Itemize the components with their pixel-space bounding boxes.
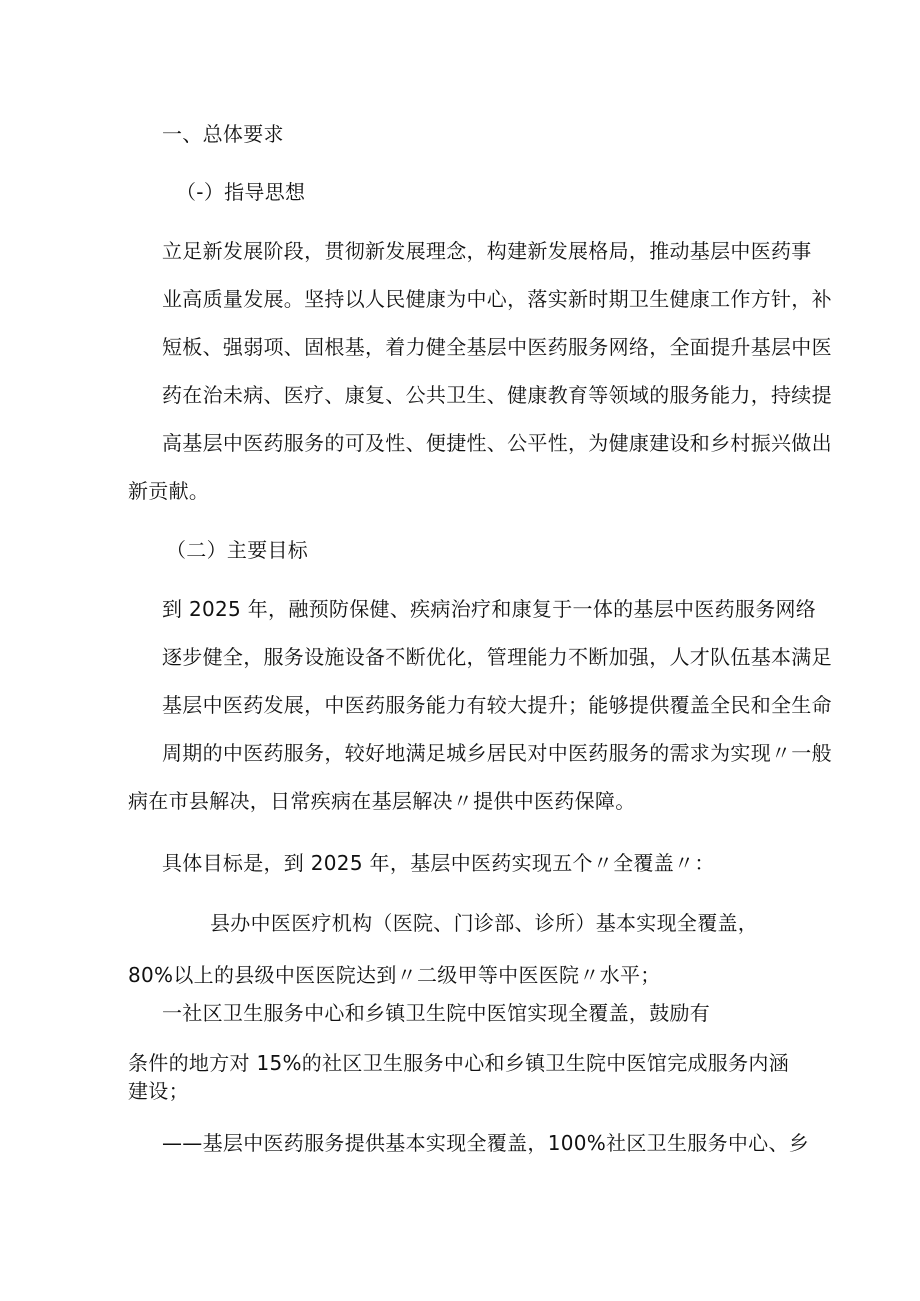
paragraph-line: 基层中医药发展，中医药服务能力有较大提升；能够提供覆盖全民和全生命 <box>162 693 832 717</box>
paragraph-line: 逐步健全，服务设施设备不断优化，管理能力不断加强，人才队伍基本满足 <box>162 645 832 669</box>
heading-guiding-ideology: （-）指导思想 <box>176 180 306 204</box>
paragraph-line: 高基层中医药服务的可及性、便捷性、公平性，为健康建设和乡村振兴做出 <box>162 431 832 455</box>
goal-line: 80%以上的县级中医医院达到〃二级甲等中医医院〃水平； <box>128 963 661 987</box>
specific-goals-intro: 具体目标是，到 2025 年，基层中医药实现五个〃全覆盖〃： <box>162 851 715 875</box>
goal-line: 一社区卫生服务中心和乡镇卫生院中医馆实现全覆盖，鼓励有 <box>162 1001 711 1025</box>
paragraph-line: 短板、强弱项、固根基，着力健全基层中医药服务网络，全面提升基层中医 <box>162 335 832 359</box>
heading-general-requirements: 一、总体要求 <box>162 122 284 146</box>
paragraph-line: 业高质量发展。坚持以人民健康为中心，落实新时期卫生健康工作方针，补 <box>162 287 832 311</box>
goal-line: 条件的地方对 15%的社区卫生服务中心和乡镇卫生院中医馆完成服务内涵 <box>128 1051 790 1075</box>
paragraph-line: 药在治未病、医疗、康复、公共卫生、健康教育等领域的服务能力，持续提 <box>162 383 832 407</box>
goal-line: 县办中医医疗机构（医院、门诊部、诊所）基本实现全覆盖， <box>210 911 759 935</box>
paragraph-line: 病在市县解决，日常疾病在基层解决〃提供中医药保障。 <box>128 789 636 813</box>
goal-line: 建设； <box>128 1079 189 1103</box>
paragraph-line: 新贡献。 <box>128 479 210 503</box>
paragraph-line: 立足新发展阶段，贯彻新发展理念，构建新发展格局，推动基层中医药事 <box>162 239 812 263</box>
paragraph-line: 到 2025 年，融预防保健、疾病治疗和康复于一体的基层中医药服务网络 <box>162 597 817 621</box>
goal-line: ——基层中医药服务提供基本实现全覆盖，100%社区卫生服务中心、乡 <box>162 1131 810 1155</box>
heading-main-goals: （二）主要目标 <box>166 538 309 562</box>
paragraph-line: 周期的中医药服务，较好地满足城乡居民对中医药服务的需求为实现〃一般 <box>162 741 832 765</box>
